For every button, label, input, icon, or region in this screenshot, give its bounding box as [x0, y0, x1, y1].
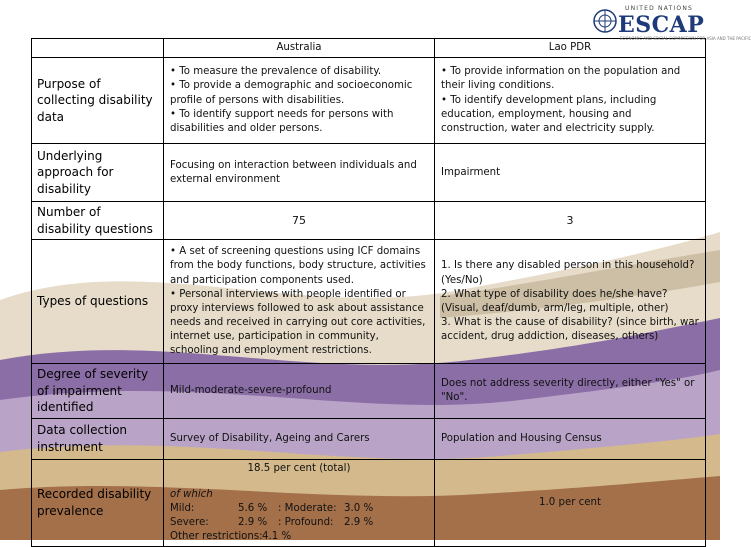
row-label-instrument: Data collection instrument [32, 418, 164, 459]
severe-value: 2.9 % [238, 517, 268, 529]
cell-prevalence-lao: 1.0 per cent [435, 459, 706, 546]
other-label: Other restrictions: [170, 531, 263, 543]
table-row [32, 240, 706, 364]
profound-label: : Profound: [278, 517, 334, 529]
cell-purpose-australia [164, 58, 435, 144]
row-label-types: Types of questions [32, 240, 164, 364]
cell-severity-lao: Does not address severity directly, either "Yes" or "No". [435, 364, 706, 419]
un-globe-icon [592, 8, 618, 34]
severe-label: Severe: [170, 517, 209, 529]
table-row [32, 418, 706, 459]
table-row [32, 58, 706, 144]
cell-types-lao [435, 240, 706, 364]
table-row [32, 144, 706, 202]
row-label-prevalence: Recorded disability prevalence [32, 459, 164, 546]
logo-subtitle: ECONOMIC AND SOCIAL COMMISSION FOR ASIA AND THE PACIFIC [620, 36, 751, 41]
logo-top-text: UNITED NATIONS [625, 5, 694, 12]
bullet-text: • To identify support needs for persons with disabilities and older persons. [170, 108, 394, 134]
cell-number-australia: 75 [164, 202, 435, 240]
cell-instrument-australia: Survey of Disability, Ageing and Carers [164, 418, 435, 459]
numbered-question: 3. What is the cause of disability? (since birth, war accident, drug addiction, diseases, others) [441, 316, 699, 342]
row-label-approach: Underlying approach for disability [32, 144, 164, 202]
row-label-number: Number of disability questions [32, 202, 164, 240]
header-australia: Australia [164, 39, 435, 58]
bullet-text: • To provide a demographic and socioeconomic profile of persons with disabilities. [170, 80, 413, 106]
cell-types-australia [164, 240, 435, 364]
moderate-label: : Moderate: [278, 502, 337, 514]
numbered-question: 1. Is there any disabled person in this household? (Yes/No) [441, 260, 695, 286]
logo-wordmark: ESCAP [618, 12, 705, 38]
cell-number-lao: 3 [435, 202, 706, 240]
numbered-question: 2. What type of disability does he/she have? (Visual, deaf/dumb, arm/leg, multiple, other) [441, 288, 669, 314]
bullet-text: • To provide information on the population and their living conditions. [441, 66, 681, 92]
cell-purpose-lao [435, 58, 706, 144]
row-label-purpose: Purpose of collecting disability data [32, 58, 164, 144]
mild-label: Mild: [170, 502, 195, 514]
of-which-label: of which [170, 488, 213, 500]
bullet-text: • Personal interviews with people identified or proxy interviews followed to ask about assistance needs and received in carrying out core activities, internet use, participation in community, schooling and employment restrictions. [170, 288, 426, 356]
bullet-text: • To measure the prevalence of disability. [170, 66, 382, 78]
cell-instrument-lao: Population and Housing Census [435, 418, 706, 459]
cell-approach-australia: Focusing on interaction between individuals and external environment [164, 144, 435, 202]
prevalence-line-mild [170, 502, 428, 516]
cell-prevalence-australia [164, 459, 435, 546]
prevalence-total: 18.5 per cent (total) [247, 462, 351, 474]
header-lao: Lao PDR [435, 39, 706, 58]
table-row [32, 459, 706, 546]
row-label-severity: Degree of severity of impairment identified [32, 364, 164, 419]
prevalence-line-other [170, 530, 428, 544]
cell-severity-australia: Mild-moderate-severe-profound [164, 364, 435, 419]
comparison-table [31, 38, 706, 547]
escap-logo [592, 4, 751, 42]
bullet-text: • A set of screening questions using ICF domains from the body functions, body structure, activities and participation components used. [170, 246, 426, 286]
other-value: 4.1 % [262, 531, 292, 543]
mild-value: 5.6 % [238, 502, 268, 514]
cell-approach-lao: Impairment [435, 144, 706, 202]
table-row [32, 364, 706, 419]
header-blank [32, 39, 164, 58]
prevalence-line-severe [170, 516, 428, 530]
moderate-value: 3.0 % [344, 502, 374, 514]
table-row [32, 202, 706, 240]
bullet-text: • To identify development plans, including education, employment, housing and construction, water and electricity supply. [441, 94, 657, 134]
profound-value: 2.9 % [344, 517, 374, 529]
